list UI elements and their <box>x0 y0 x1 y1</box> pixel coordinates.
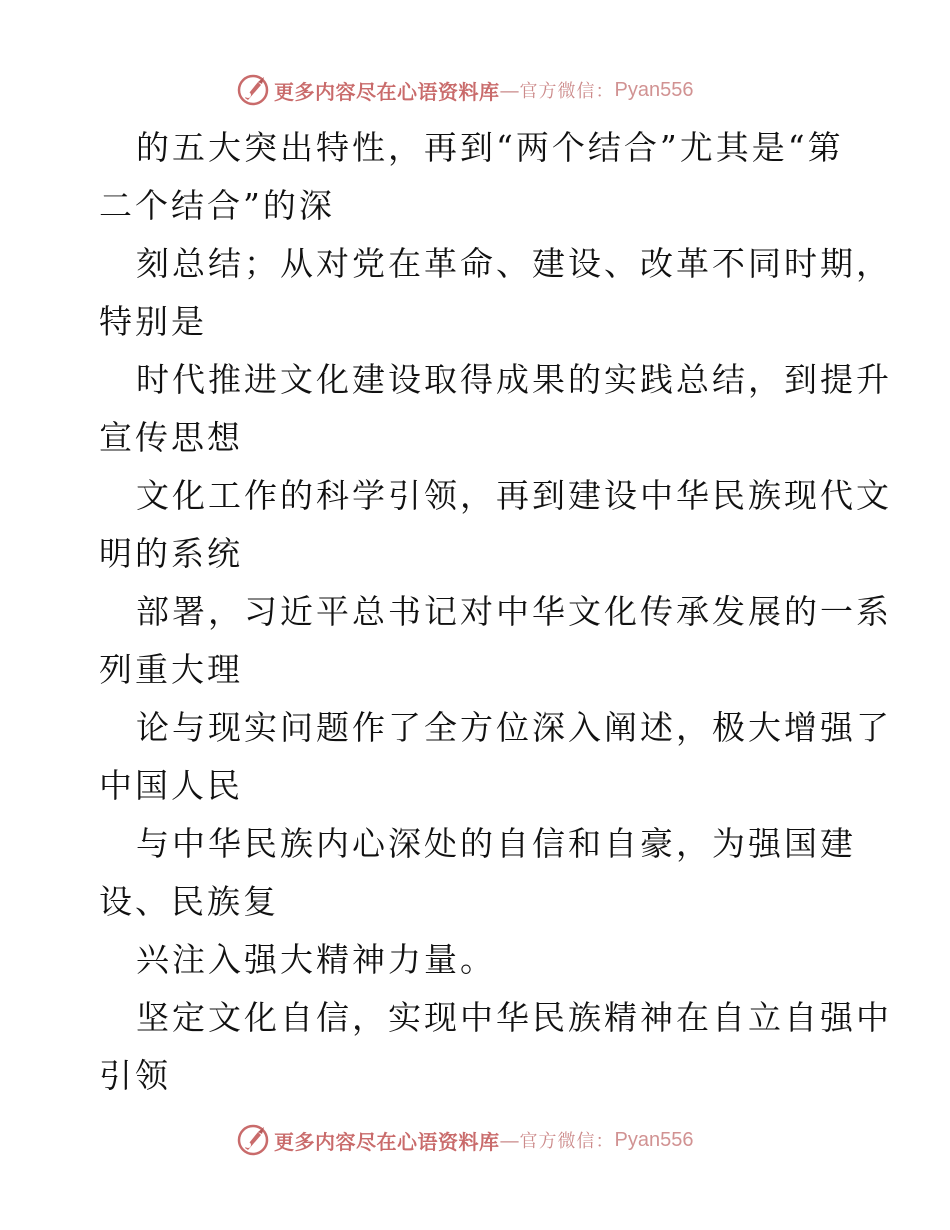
text-line: 引领 <box>99 1056 171 1095</box>
text-line: 兴注入强大精神力量。 <box>136 940 496 979</box>
text-line: 文化工作的科学引领，再到建设中华民族现代文 <box>136 476 892 515</box>
banner-main-text: 更多内容尽在心语资料库 <box>274 79 500 104</box>
banner-main-text: 更多内容尽在心语资料库 <box>274 1129 500 1154</box>
text-line: 中国人民 <box>99 766 243 805</box>
text-line: 论与现实问题作了全方位深入阐述，极大增强了 <box>136 708 892 747</box>
text-line: 二个结合”的深 <box>99 186 335 225</box>
banner-dash: — <box>499 1128 520 1152</box>
banner-wechat-id: Pyan556 <box>614 1128 694 1151</box>
quill-logo-icon <box>236 73 270 107</box>
text-line: 与中华民族内心深处的自信和自豪，为强国建 <box>136 824 856 863</box>
text-line: 刻总结；从对党在革命、建设、改革不同时期， <box>136 244 892 283</box>
banner-sub-text: 官方微信： <box>519 81 615 102</box>
text-line: 特别是 <box>99 302 207 341</box>
text-line: 的五大突出特性，再到“两个结合”尤其是“第 <box>136 128 844 167</box>
text-line: 宣传思想 <box>99 418 243 457</box>
text-line: 坚定文化自信，实现中华民族精神在自立自强中 <box>136 998 892 1037</box>
text-line: 部署，习近平总书记对中华文化传承发展的一系 <box>136 592 892 631</box>
header-watermark-banner <box>236 72 693 108</box>
banner-dash: — <box>499 78 520 102</box>
quill-logo-icon <box>236 1123 270 1157</box>
text-line: 时代推进文化建设取得成果的实践总结，到提升 <box>136 360 892 399</box>
text-line: 明的系统 <box>99 534 243 573</box>
text-line: 设、民族复 <box>99 882 279 921</box>
footer-watermark-banner <box>236 1122 693 1158</box>
text-line: 列重大理 <box>99 650 243 689</box>
banner-sub-text: 官方微信： <box>519 1131 615 1152</box>
banner-wechat-id: Pyan556 <box>614 78 694 101</box>
